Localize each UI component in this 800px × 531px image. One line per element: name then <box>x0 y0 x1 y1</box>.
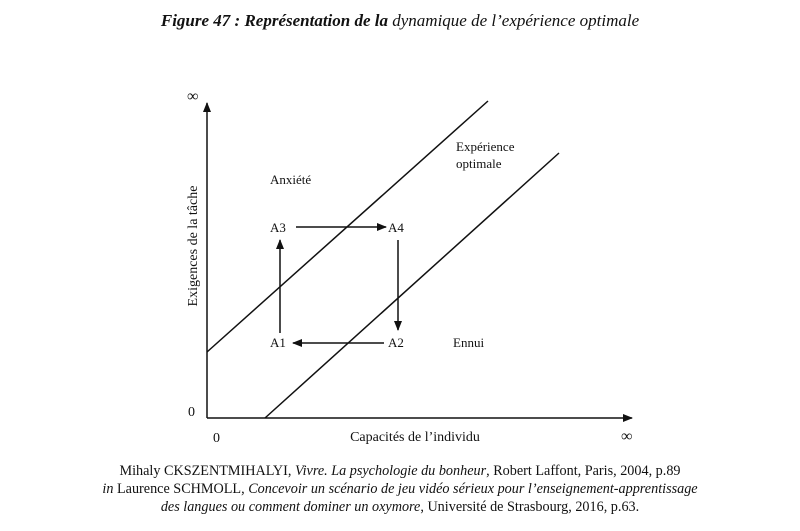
state-a1: A1 <box>270 335 286 350</box>
zone-boredom: Ennui <box>453 335 485 350</box>
zone-anxiety: Anxiété <box>270 172 312 187</box>
zone-optimal-line2: optimale <box>456 156 502 171</box>
zone-optimal-line1: Expérience <box>456 139 515 154</box>
caption-line-3 <box>0 498 800 516</box>
caption-line-2 <box>0 480 800 498</box>
y-axis-infinity: ∞ <box>187 88 199 105</box>
x-axis-infinity: ∞ <box>621 428 633 445</box>
caption-thesis-author: Laurence SCHMOLL, <box>113 481 249 497</box>
caption-author: Mihaly CKSZENTMIHALYI, <box>119 463 295 479</box>
lower-channel-boundary <box>265 153 559 418</box>
state-a3: A3 <box>270 220 286 235</box>
y-axis-zero: 0 <box>188 405 195 420</box>
caption-publisher: , Robert Laffont, Paris, 2004, p.89 <box>486 463 681 479</box>
x-axis-zero: 0 <box>213 431 220 446</box>
figure-title-bold: Figure 47 : Représentation de la <box>160 11 393 30</box>
caption-thesis-title-cont: des langues ou comment dominer un oxymore <box>160 499 421 515</box>
state-a2: A2 <box>388 335 404 350</box>
y-axis-label: Exigences de la tâche <box>186 185 201 307</box>
caption-book-title: Vivre. La psychologie du bonheur <box>295 463 487 479</box>
figure-title-italic: dynamique de l’expérience optimale <box>392 11 640 30</box>
state-a4: A4 <box>388 220 404 235</box>
caption-university: , Université de Strasbourg, 2016, p.63. <box>420 499 640 515</box>
caption-line-1 <box>0 462 800 480</box>
source-caption <box>0 462 800 516</box>
x-axis-label: Capacités de l’individu <box>350 430 480 445</box>
caption-in: in <box>102 481 114 497</box>
caption-thesis-title: Concevoir un scénario de jeu vidéo sérieux pour l’enseignement-apprentissage <box>248 481 698 497</box>
